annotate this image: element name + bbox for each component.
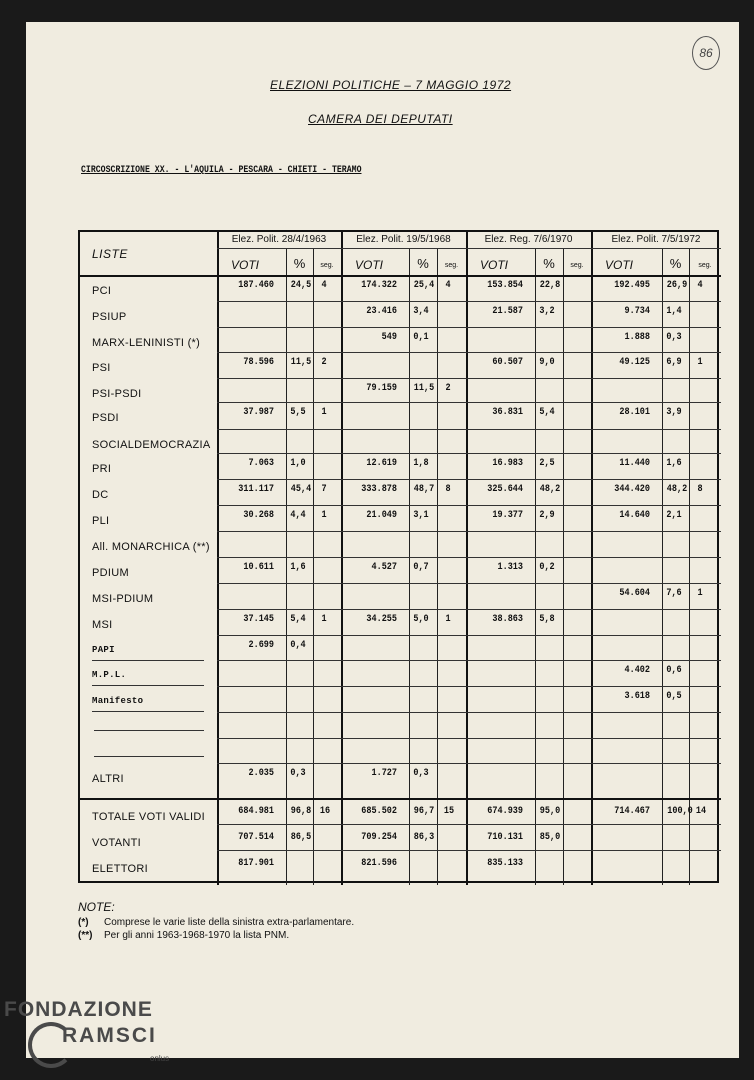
seats-cell: 8 [445, 484, 451, 495]
votes-cell: 311.117 [238, 484, 274, 495]
votes-cell: 19.377 [492, 510, 523, 521]
votes-cell: 16.983 [492, 458, 523, 469]
votes-cell: 2.035 [248, 768, 274, 779]
percent-cell: 5,0 [413, 614, 429, 625]
total-votes-cell: 714.467 [614, 806, 650, 817]
party-slot-rule [94, 730, 204, 731]
table-row-rule [217, 429, 721, 430]
table-column-rule [409, 248, 410, 885]
percent-cell: 3,1 [413, 510, 429, 521]
votes-cell: 28.101 [619, 407, 650, 418]
page-number: 86 [692, 36, 720, 70]
notes [78, 900, 354, 943]
circoscrizione-heading: CIRCOSCRIZIONE XX. - L'AQUILA - PESCARA - CHIETI - TERAMO [81, 165, 362, 176]
votes-cell: 7.063 [248, 458, 274, 469]
total-percent-cell: 86,5 [290, 832, 312, 843]
note-item [78, 930, 354, 941]
table-column-rule [662, 248, 663, 885]
table-row-rule [217, 505, 721, 506]
table-row-rule [217, 327, 721, 328]
party-label: PCI [92, 285, 112, 297]
votes-cell: 192.495 [614, 280, 650, 291]
percent-cell: 5,4 [290, 614, 306, 625]
table-column-rule [689, 248, 690, 885]
votes-cell: 1.727 [371, 768, 397, 779]
percent-cell: 4,4 [290, 510, 306, 521]
party-label: MSI [92, 619, 113, 631]
voti-header: VOTI [231, 258, 260, 272]
percent-cell: 0,1 [413, 332, 429, 343]
seg-header: seg. [570, 262, 584, 269]
votes-cell: 38.863 [492, 614, 523, 625]
watermark-line2: RAMSCI [62, 1024, 157, 1047]
percent-cell: 5,5 [290, 407, 306, 418]
seats-cell: 7 [321, 484, 327, 495]
percent-cell: 2,5 [539, 458, 555, 469]
party-label: PSI-PSDI [92, 388, 142, 400]
table-row-rule [217, 660, 721, 661]
party-label: M.P.L. [92, 670, 127, 680]
party-label: PDIUM [92, 567, 129, 579]
votes-cell: 187.460 [238, 280, 274, 291]
liste-header: LISTE [92, 247, 128, 261]
percent-cell: 1,8 [413, 458, 429, 469]
table-row-rule [217, 824, 721, 825]
pct-header: % [293, 256, 306, 271]
voti-header: VOTI [355, 258, 384, 272]
table-row-rule [217, 402, 721, 403]
percent-cell: 11,5 [413, 383, 435, 394]
percent-cell: 1,0 [290, 458, 306, 469]
votes-cell: 3.618 [624, 691, 650, 702]
percent-cell: 22,8 [539, 280, 561, 291]
table-row-rule [217, 686, 721, 687]
percent-cell: 45,4 [290, 484, 312, 495]
total-votes-cell: 685.502 [361, 806, 397, 817]
votes-cell: 21.049 [366, 510, 397, 521]
party-slot-rule [94, 756, 204, 757]
total-votes-cell: 835.133 [487, 858, 523, 869]
notes-heading: NOTE: [78, 900, 115, 914]
total-percent-cell: 96,8 [290, 806, 312, 817]
percent-cell: 3,9 [666, 407, 682, 418]
percent-cell: 25,4 [413, 280, 435, 291]
seats-cell: 1 [445, 614, 451, 625]
period-header: Elez. Polit. 19/5/1968 [356, 234, 451, 245]
table-row-rule [217, 763, 721, 764]
table-column-rule [466, 232, 468, 885]
total-percent-cell: 85,0 [539, 832, 561, 843]
percent-cell: 0,5 [666, 691, 682, 702]
percent-cell: 2,1 [666, 510, 682, 521]
table-row-rule [217, 378, 721, 379]
note-mark: (**) [78, 930, 93, 941]
votes-cell: 79.159 [366, 383, 397, 394]
total-votes-cell: 709.254 [361, 832, 397, 843]
table-row-rule [217, 738, 721, 739]
total-votes-cell: 710.131 [487, 832, 523, 843]
votes-cell: 153.854 [487, 280, 523, 291]
seats-cell: 4 [445, 280, 451, 291]
percent-cell: 26,9 [666, 280, 688, 291]
votes-cell: 344.420 [614, 484, 650, 495]
total-label: VOTANTI [92, 837, 141, 849]
percent-cell: 3,4 [413, 306, 429, 317]
percent-cell: 1,6 [666, 458, 682, 469]
results-table [78, 230, 719, 883]
percent-cell: 0,2 [539, 562, 555, 573]
table-column-rule [591, 232, 593, 885]
votes-cell: 4.402 [624, 665, 650, 676]
votes-cell: 37.145 [243, 614, 274, 625]
period-header: Elez. Reg. 7/6/1970 [484, 234, 573, 245]
seats-cell: 4 [321, 280, 327, 291]
table-row-rule [217, 479, 721, 480]
percent-cell: 7,6 [666, 588, 682, 599]
party-label: PSDI [92, 412, 119, 424]
voti-header: VOTI [480, 258, 509, 272]
seats-cell: 1 [697, 588, 703, 599]
total-label: TOTALE VOTI VALIDI [92, 811, 205, 823]
watermark-line1: FONDAZIONE [4, 998, 153, 1021]
votes-cell: 49.125 [619, 357, 650, 368]
table-column-rule [437, 248, 438, 885]
pct-header: % [417, 256, 429, 271]
percent-cell: 0,3 [666, 332, 682, 343]
table-column-rule [341, 232, 343, 885]
total-percent-cell: 86,3 [413, 832, 435, 843]
seats-cell: 1 [321, 614, 327, 625]
pct-header: % [543, 256, 555, 271]
table-row-rule [217, 635, 721, 636]
party-label: ALTRI [92, 773, 124, 785]
note-text: Per gli anni 1963-1968-1970 la lista PNM. [104, 930, 290, 941]
percent-cell: 3,2 [539, 306, 555, 317]
total-percent-cell: 95,0 [539, 806, 561, 817]
votes-cell: 11.440 [619, 458, 650, 469]
party-label: PSI [92, 362, 111, 374]
seats-cell: 2 [321, 357, 327, 368]
table-row-rule [217, 712, 721, 713]
total-votes-cell: 821.596 [361, 858, 397, 869]
total-percent-cell: 96,7 [413, 806, 435, 817]
table-row-rule [217, 453, 721, 454]
table-column-rule [217, 232, 219, 885]
votes-cell: 36.831 [492, 407, 523, 418]
seats-cell: 8 [697, 484, 703, 495]
percent-cell: 1,4 [666, 306, 682, 317]
votes-cell: 4.527 [371, 562, 397, 573]
votes-cell: 10.611 [243, 562, 274, 573]
party-label: SOCIALDEMOCRAZIA [92, 439, 211, 451]
period-header: Elez. Polit. 7/5/1972 [611, 234, 701, 245]
total-seats-cell: 16 [319, 806, 331, 817]
table-column-rule [286, 248, 287, 885]
total-percent-cell: 100,0 [667, 806, 693, 817]
seats-cell: 4 [697, 280, 703, 291]
table-column-rule [563, 248, 564, 885]
total-label: ELETTORI [92, 863, 148, 875]
percent-cell: 9,0 [539, 357, 555, 368]
votes-cell: 54.604 [619, 588, 650, 599]
votes-cell: 174.322 [361, 280, 397, 291]
percent-cell: 1,6 [290, 562, 306, 573]
table-row-rule [217, 850, 721, 851]
seats-cell: 1 [321, 407, 327, 418]
votes-cell: 549 [381, 332, 397, 343]
votes-cell: 325.644 [487, 484, 523, 495]
table-row-rule [217, 301, 721, 302]
seats-cell: 2 [445, 383, 451, 394]
watermark-line3: onlus [150, 1054, 170, 1063]
votes-cell: 60.507 [492, 357, 523, 368]
party-label: Manifesto [92, 696, 144, 706]
party-slot-rule [92, 711, 204, 712]
seats-cell: 1 [321, 510, 327, 521]
party-slot-rule [92, 685, 204, 686]
votes-cell: 1.313 [497, 562, 523, 573]
party-label: MARX-LENINISTI (*) [92, 337, 201, 349]
voti-header: VOTI [605, 258, 634, 272]
votes-cell: 9.734 [624, 306, 650, 317]
percent-cell: 6,9 [666, 357, 682, 368]
table-row-rule [217, 609, 721, 610]
note-item [78, 917, 354, 928]
party-label: PAPI [92, 645, 115, 655]
percent-cell: 2,9 [539, 510, 555, 521]
note-text: Comprese le varie liste della sinistra extra-parlamentare. [104, 917, 355, 928]
table-row-rule [217, 583, 721, 584]
votes-cell: 34.255 [366, 614, 397, 625]
total-votes-cell: 707.514 [238, 832, 274, 843]
table-row-rule [80, 275, 721, 277]
total-seats-cell: 14 [695, 806, 707, 817]
percent-cell: 48,7 [413, 484, 435, 495]
votes-cell: 23.416 [366, 306, 397, 317]
votes-cell: 1.888 [624, 332, 650, 343]
party-slot-rule [92, 660, 204, 661]
table-row-rule [217, 352, 721, 353]
votes-cell: 21.587 [492, 306, 523, 317]
table-row-rule [217, 531, 721, 532]
total-votes-cell: 817.901 [238, 858, 274, 869]
percent-cell: 0,4 [290, 640, 306, 651]
percent-cell: 0,7 [413, 562, 429, 573]
party-label: DC [92, 489, 109, 501]
votes-cell: 37.987 [243, 407, 274, 418]
percent-cell: 0,3 [413, 768, 429, 779]
table-row-rule [217, 248, 721, 249]
total-seats-cell: 15 [443, 806, 455, 817]
seg-header: seg. [698, 262, 712, 269]
pct-header: % [669, 256, 682, 271]
party-label: PLI [92, 515, 110, 527]
percent-cell: 11,5 [290, 357, 312, 368]
total-votes-cell: 684.981 [238, 806, 274, 817]
table-column-rule [535, 248, 536, 885]
votes-cell: 30.268 [243, 510, 274, 521]
total-votes-cell: 674.939 [487, 806, 523, 817]
votes-cell: 333.878 [361, 484, 397, 495]
party-label: All. MONARCHICA (**) [92, 541, 210, 553]
period-header: Elez. Polit. 28/4/1963 [231, 234, 327, 245]
percent-cell: 0,6 [666, 665, 682, 676]
seg-header: seg. [444, 262, 459, 269]
percent-cell: 0,3 [290, 768, 306, 779]
votes-cell: 14.640 [619, 510, 650, 521]
table-row-rule [217, 557, 721, 558]
note-mark: (*) [78, 917, 89, 928]
percent-cell: 5,8 [539, 614, 555, 625]
percent-cell: 48,2 [666, 484, 688, 495]
votes-cell: 78.596 [243, 357, 274, 368]
seg-header: seg. [320, 262, 334, 269]
votes-cell: 12.619 [366, 458, 397, 469]
party-label: PSIUP [92, 311, 127, 323]
percent-cell: 5,4 [539, 407, 555, 418]
table-row-rule [80, 798, 721, 800]
table-column-rule [313, 248, 314, 885]
document-title: ELEZIONI POLITICHE – 7 MAGGIO 1972 [270, 78, 512, 92]
votes-cell: 2.699 [248, 640, 274, 651]
party-label: PRI [92, 463, 112, 475]
seats-cell: 1 [697, 357, 703, 368]
document-subtitle: CAMERA DEI DEPUTATI [308, 112, 453, 126]
percent-cell: 24,5 [290, 280, 312, 291]
party-label: MSI-PDIUM [92, 593, 154, 605]
percent-cell: 48,2 [539, 484, 561, 495]
